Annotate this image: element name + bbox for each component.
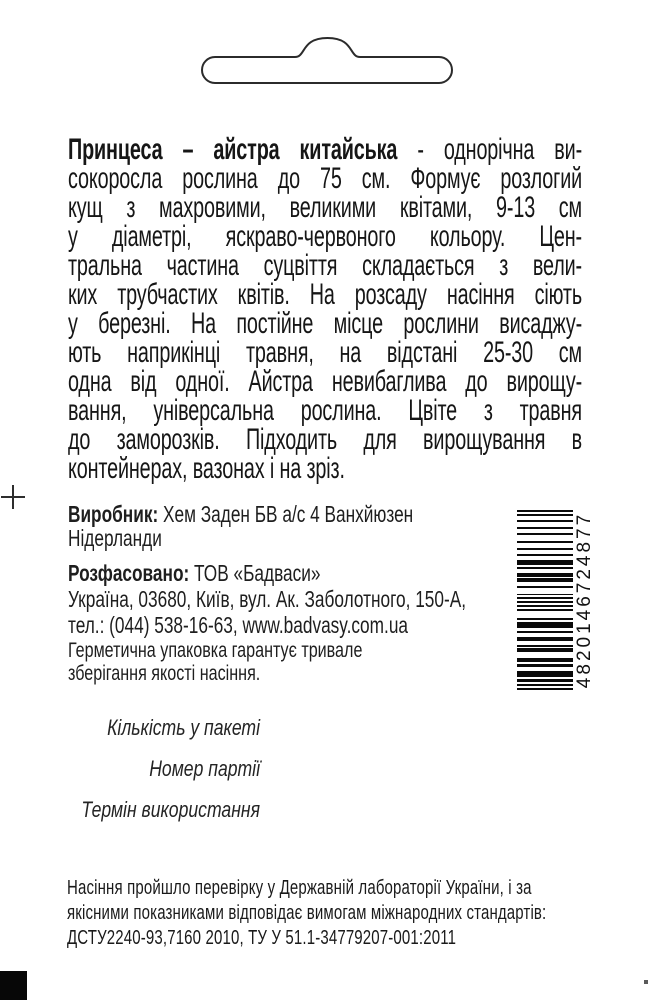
barcode-bar: [517, 548, 573, 550]
barcode-bar: [517, 658, 573, 662]
packer-block: [68, 560, 563, 638]
description-line-rest: - однорічна ви-: [397, 133, 583, 166]
barcode-bar: [517, 645, 573, 647]
barcode-bar: [517, 510, 573, 512]
barcode-bar: [517, 648, 573, 652]
barcode-gap: [517, 662, 573, 664]
barcode-bar: [517, 554, 573, 556]
barcode-gap: [517, 569, 573, 573]
description-line: тральна частина суцвіття складається з вели-: [68, 249, 583, 282]
barcode-gap: [517, 522, 573, 528]
producer-block: [68, 502, 533, 550]
description-line: контейнерах, вазонах і на зріз.: [68, 452, 345, 485]
description-paragraph: [68, 135, 582, 483]
producer-line: [68, 502, 533, 526]
barcode-gap: [517, 516, 573, 520]
variety-title: Принцеса – айстра китайська: [68, 133, 398, 166]
barcode-gap: [517, 595, 573, 597]
barcode-gap: [517, 633, 573, 637]
barcode-bar: [517, 567, 573, 569]
producer-line: Нідерланди: [68, 525, 162, 551]
certification-line: ДСТУ2240-93,7160 2010, ТУ У 51.1-34779207-001:2011: [67, 927, 457, 949]
description-line: одна від одної. Айстра невибаглива до вирощу-: [68, 365, 583, 398]
euro-hang-slot-icon: [195, 30, 465, 90]
barcode-gap: [517, 543, 573, 549]
packer-value: ТОВ «Бадваси»: [189, 560, 321, 586]
barcode-bar: [517, 671, 573, 677]
packer-address: Україна, 03680, Київ, вул. Ак. Заболотного, 150-А,: [68, 586, 467, 612]
barcode-bar: [517, 618, 573, 620]
description-line: до заморозків. Підходить для вирощування в: [68, 423, 583, 456]
packer-label: Розфасовано:: [68, 560, 190, 586]
barcode-gap: [517, 652, 573, 658]
producer-value: Хем Заден БВ а/с 4 Ванхйюзен: [158, 501, 414, 527]
batch-field-label: Номер партії: [149, 756, 260, 781]
barcode-gap: [517, 565, 573, 567]
barcode-bar: [517, 573, 573, 577]
barcode-gap: [517, 599, 573, 601]
barcode-gap: [517, 512, 573, 514]
barcode-bar: [517, 688, 573, 690]
barcode-bar: [517, 609, 573, 611]
description-line: сокоросла рослина до 75 см. Формує розлогий: [68, 162, 583, 195]
packer-contacts: тел.: (044) 538-16-63, www.badvasy.com.ua: [68, 612, 409, 638]
barcode-bar: [517, 622, 573, 628]
barcode-bar: [517, 684, 573, 686]
print-corner-mark: [0, 971, 27, 1000]
expiry-field-label: Термін використання: [81, 797, 260, 822]
barcode-bar: [517, 560, 573, 566]
barcode-bar: [517, 527, 573, 529]
packer-line: [68, 560, 563, 586]
barcode-number: 4820146724877: [574, 511, 595, 689]
barcode-bar: [517, 597, 573, 599]
barcode-bars: [517, 510, 573, 690]
barcode-gap: [517, 556, 573, 560]
barcode-bar: [517, 578, 573, 582]
barcode-bar: [517, 594, 573, 596]
barcode-bar: [517, 533, 573, 535]
barcode-bar: [517, 586, 573, 588]
barcode-gap: [517, 529, 573, 533]
barcode-gap: [517, 611, 573, 619]
description-line: ють наприкінці травня, на відстані 25-30 см: [68, 336, 583, 369]
quantity-field-label: Кількість у пакеті: [107, 715, 260, 740]
certification-line: Насіння пройшло перевірку у Державній лабораторії України, і за: [67, 877, 532, 899]
barcode-gap: [517, 588, 573, 594]
barcode-gap: [517, 686, 573, 688]
barcode-gap: [517, 603, 573, 605]
barcode-bar: [517, 631, 573, 633]
description-line: у березні. На постійне місце рослини висаджу-: [68, 307, 583, 340]
barcode-bar: [517, 541, 573, 543]
certification-line: якісними показниками відповідає вимогам міжнародних стандартів:: [67, 902, 547, 924]
print-edge-mark: [644, 980, 648, 984]
barcode-gap: [517, 607, 573, 609]
certification-note: [67, 876, 592, 951]
barcode-bar: [517, 520, 573, 522]
barcode-gap: [517, 628, 573, 632]
barcode-gap: [517, 647, 573, 649]
description-line: ких трубчастих квітів. На розсаду насіння сіють: [68, 278, 583, 311]
barcode-gap: [517, 577, 573, 579]
barcode-gap: [517, 550, 573, 554]
description-line: у діаметрі, яскраво-червоного кольору. Цен-: [68, 220, 583, 253]
barcode-gap: [517, 582, 573, 586]
barcode-bar: [517, 514, 573, 516]
barcode-bar: [517, 679, 573, 683]
description-line: [68, 135, 582, 164]
barcode: [517, 510, 599, 690]
barcode-gap: [517, 641, 573, 645]
registration-cross-icon: [12, 485, 14, 509]
barcode-bar: [517, 605, 573, 607]
barcode-bar: [517, 601, 573, 603]
barcode-gap: [517, 682, 573, 684]
barcode-gap: [517, 677, 573, 679]
seal-note-line: зберігання якості насіння.: [68, 661, 261, 685]
seal-note: [68, 639, 533, 685]
description-line: кущ з махровими, великими квітами, 9-13 см: [68, 191, 583, 224]
barcode-gap: [517, 667, 573, 671]
barcode-gap: [517, 620, 573, 622]
barcode-bar: [517, 637, 573, 641]
barcode-gap: [517, 535, 573, 541]
description-line: вання, універсальна рослина. Цвіте з травня: [68, 394, 583, 427]
seal-note-line: Герметична упаковка гарантує тривале: [68, 638, 363, 662]
barcode-bar: [517, 664, 573, 668]
fill-in-fields: [40, 716, 260, 839]
producer-label: Виробник:: [68, 501, 159, 527]
